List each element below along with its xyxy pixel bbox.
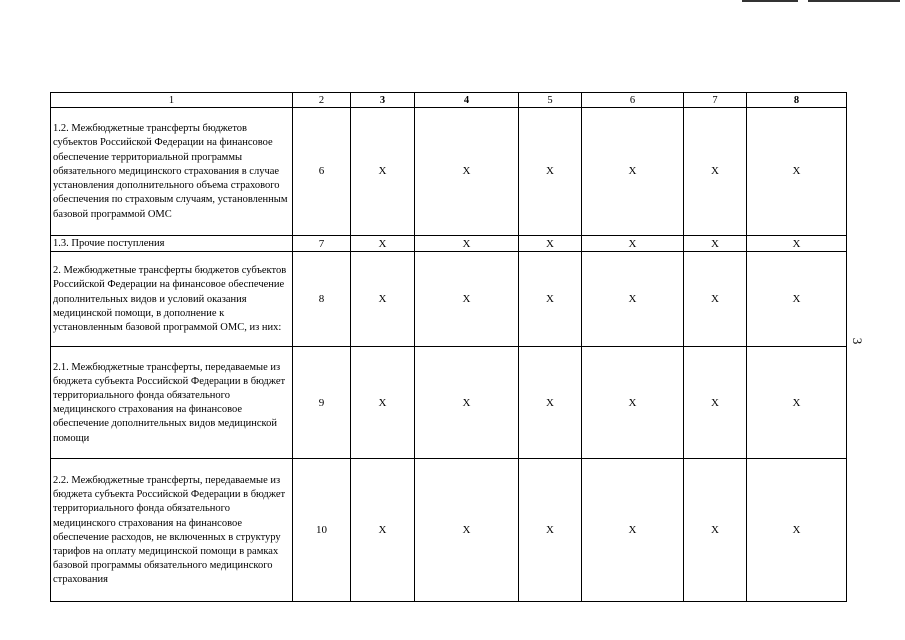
header-col-2: 2 [293, 93, 351, 108]
cell-col-3: X [351, 108, 415, 236]
cell-col-8: X [747, 236, 847, 252]
top-edge-rule-right [808, 0, 900, 2]
column-number-header-row [51, 93, 847, 108]
budget-transfers-table [50, 92, 847, 602]
cell-col-5: X [519, 108, 582, 236]
table-row [51, 236, 847, 252]
page-number: 3 [850, 337, 865, 345]
table-row [51, 252, 847, 347]
cell-col-7: X [684, 459, 747, 602]
row-code: 10 [293, 459, 351, 602]
cell-col-5: X [519, 347, 582, 459]
cell-col-4: X [415, 459, 519, 602]
top-edge-rule-left [742, 0, 798, 2]
cell-col-6: X [582, 459, 684, 602]
cell-col-6: X [582, 347, 684, 459]
table-row [51, 108, 847, 236]
header-col-7: 7 [684, 93, 747, 108]
header-col-3: 3 [351, 93, 415, 108]
cell-col-3: X [351, 459, 415, 602]
cell-col-4: X [415, 347, 519, 459]
header-col-1: 1 [51, 93, 293, 108]
cell-col-6: X [582, 252, 684, 347]
cell-col-7: X [684, 236, 747, 252]
header-col-5: 5 [519, 93, 582, 108]
row-label: 2. Межбюджетные трансферты бюджетов субъектов Российской Федерации на финансовое обеспечение дополнительных видов и условий оказания медицинской помощи, в дополнение к установленным базовой программой ОМС, из них: [51, 252, 293, 347]
row-label: 1.2. Межбюджетные трансферты бюджетов субъектов Российской Федерации на финансовое обеспечение территориальной программы обязательного медицинского страхования в случае установления дополнительного объема страхового обеспечения по страховым случаям, установленным базовой программой ОМС [51, 108, 293, 236]
header-col-4: 4 [415, 93, 519, 108]
row-label: 1.3. Прочие поступления [51, 236, 293, 252]
table-row [51, 347, 847, 459]
row-code: 8 [293, 252, 351, 347]
cell-col-6: X [582, 108, 684, 236]
cell-col-7: X [684, 347, 747, 459]
cell-col-7: X [684, 252, 747, 347]
cell-col-8: X [747, 459, 847, 602]
row-code: 6 [293, 108, 351, 236]
cell-col-3: X [351, 347, 415, 459]
cell-col-3: X [351, 252, 415, 347]
header-col-6: 6 [582, 93, 684, 108]
cell-col-8: X [747, 108, 847, 236]
cell-col-4: X [415, 236, 519, 252]
cell-col-5: X [519, 252, 582, 347]
cell-col-8: X [747, 252, 847, 347]
cell-col-3: X [351, 236, 415, 252]
cell-col-4: X [415, 108, 519, 236]
cell-col-5: X [519, 236, 582, 252]
row-code: 9 [293, 347, 351, 459]
table-row [51, 459, 847, 602]
row-label: 2.1. Межбюджетные трансферты, передаваемые из бюджета субъекта Российской Федерации в бюджет территориального фонда обязательного медицинского страхования на финансовое обеспечение дополнительных видов медицинской помощи [51, 347, 293, 459]
cell-col-5: X [519, 459, 582, 602]
header-col-8: 8 [747, 93, 847, 108]
row-code: 7 [293, 236, 351, 252]
row-label: 2.2. Межбюджетные трансферты, передаваемые из бюджета субъекта Российской Федерации в бюджет территориального фонда обязательного медицинского страхования на финансовое обеспечение расходов, не включенных в структуру тарифов на оплату медицинской помощи в рамках базовой программы обязательного медицинского страхования [51, 459, 293, 602]
cell-col-6: X [582, 236, 684, 252]
cell-col-7: X [684, 108, 747, 236]
cell-col-4: X [415, 252, 519, 347]
cell-col-8: X [747, 347, 847, 459]
